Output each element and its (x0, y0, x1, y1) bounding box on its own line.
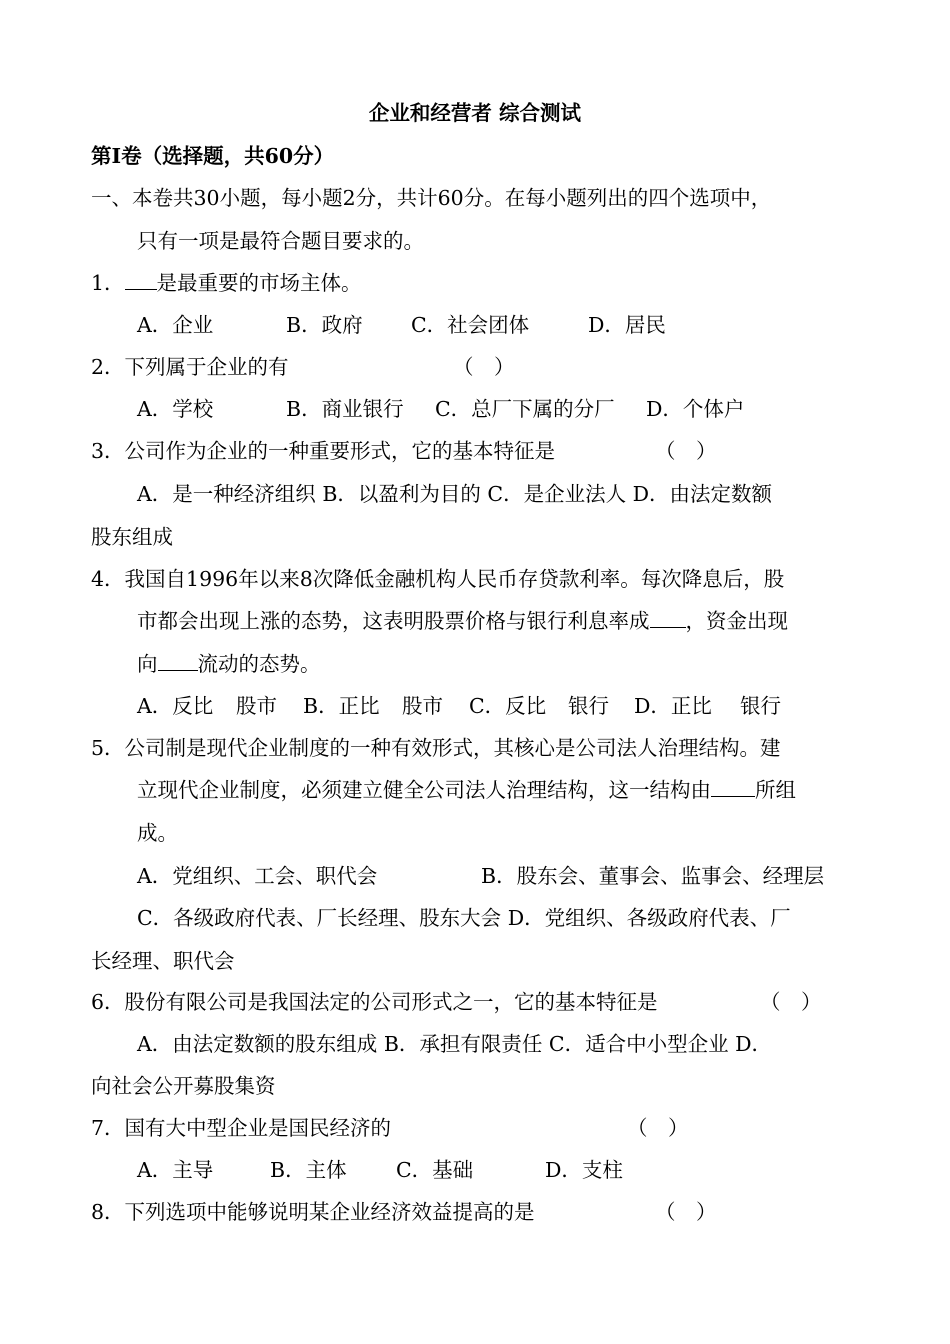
question-4-option-c: C．反比 (469, 694, 547, 718)
question-4-option-a-value: 股市 (236, 694, 277, 718)
question-4-option-d-value: 银行 (740, 694, 781, 718)
question-1-option-a: A．企业 (137, 313, 214, 337)
question-3-options-continued: 股东组成 (91, 525, 173, 549)
question-4-line-2-text: 市都会出现上涨的态势，这表明股票价格与银行利息率成 (137, 609, 650, 633)
question-4-option-c-value: 银行 (568, 694, 609, 718)
question-5-options-continued: 长经理、职代会 (91, 949, 235, 973)
question-5-option-b: B．股东会、董事会、监事会、经理层 (481, 864, 825, 888)
question-7-option-b: B．主体 (270, 1158, 347, 1182)
question-4-option-a: A．反比 (137, 694, 214, 718)
question-1-text: 是最重要的市场主体。 (156, 271, 362, 295)
question-1-stem (91, 271, 362, 295)
question-6-options: A．由法定数额的股东组成 B．承担有限责任 C．适合中小型企业 D． (137, 1032, 773, 1056)
question-4-line-3-text: 向 (137, 652, 158, 676)
question-5-options-line-2: C．各级政府代表、厂长经理、股东大会 D．党组织、各级政府代表、厂 (137, 906, 791, 930)
question-5-line-2-tail: 所组 (755, 778, 796, 802)
question-4-line-3-tail: 流动的态势。 (197, 652, 321, 676)
question-5-line-3: 成。 (137, 821, 178, 845)
question-5-line-1: 5．公司制是现代企业制度的一种有效形式，其核心是公司法人治理结构。建 (91, 736, 781, 760)
question-7-stem: 7．国有大中型企业是国民经济的 (91, 1116, 392, 1140)
section-heading: 第Ⅰ卷（选择题，共60分） (91, 144, 335, 168)
question-6-stem: 6．股份有限公司是我国法定的公司形式之一，它的基本特征是 (91, 990, 658, 1014)
question-7-option-a: A．主导 (137, 1158, 214, 1182)
question-4-line-2-tail: ，资金出现 (685, 609, 788, 633)
answer-blank (158, 652, 198, 671)
question-3-answer-paren: （ ） (655, 439, 717, 463)
answer-blank (125, 271, 157, 290)
question-4-line-1: 4．我国自1996年以来8次降低金融机构人民币存贷款利率。每次降息后，股 (91, 567, 785, 591)
question-7-answer-paren: （ ） (627, 1116, 689, 1140)
question-5-line-2 (137, 778, 796, 802)
instruction-line-2: 只有一项是最符合题目要求的。 (137, 229, 424, 253)
question-3-options: A．是一种经济组织 B．以盈利为目的 C．是企业法人 D．由法定数额 (137, 482, 773, 506)
question-2-option-c: C．总厂下属的分厂 (435, 397, 615, 421)
question-6-options-continued: 向社会公开募股集资 (91, 1074, 276, 1098)
question-2-option-d: D．个体户 (646, 397, 745, 421)
question-4-option-b: B．正比 (303, 694, 380, 718)
question-8-stem: 8．下列选项中能够说明某企业经济效益提高的是 (91, 1200, 535, 1224)
question-2-stem: 2．下列属于企业的有 (91, 355, 289, 379)
question-1-number: 1． (91, 271, 125, 295)
answer-blank (650, 609, 686, 628)
question-3-stem: 3．公司作为企业的一种重要形式，它的基本特征是 (91, 439, 556, 463)
question-4-option-d: D．正比 (634, 694, 712, 718)
question-5-option-a: A．党组织、工会、职代会 (137, 864, 378, 888)
question-2-answer-paren: （ ） (453, 355, 515, 379)
question-4-line-2 (137, 609, 788, 633)
question-4-option-b-value: 股市 (402, 694, 443, 718)
answer-blank (711, 778, 755, 797)
instruction-line-1: 一、本卷共30小题，每小题2分，共计60分。在每小题列出的四个选项中， (91, 186, 772, 210)
question-7-option-c: C．基础 (396, 1158, 474, 1182)
question-6-answer-paren: （ ） (760, 990, 822, 1014)
question-2-option-a: A．学校 (137, 397, 214, 421)
document-title: 企业和经营者 综合测试 (368, 101, 582, 125)
question-2-option-b: B．商业银行 (286, 397, 404, 421)
question-1-option-c: C．社会团体 (411, 313, 530, 337)
question-4-line-3 (137, 652, 321, 676)
question-1-option-b: B．政府 (286, 313, 363, 337)
question-8-answer-paren: （ ） (655, 1200, 717, 1224)
question-5-line-2-text: 立现代企业制度，必须建立健全公司法人治理结构，这一结构由 (137, 778, 711, 802)
question-1-option-d: D．居民 (588, 313, 666, 337)
question-7-option-d: D．支柱 (545, 1158, 623, 1182)
